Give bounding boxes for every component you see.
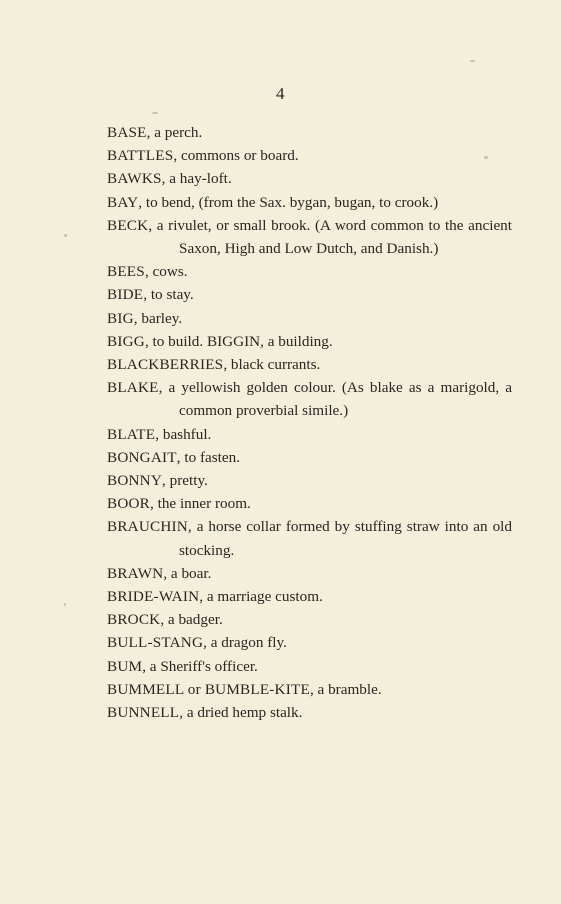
entry-headword: BAY bbox=[107, 193, 139, 211]
entry-definition: , pretty. bbox=[162, 472, 208, 490]
paper-speck bbox=[64, 234, 67, 237]
entry-definition: , a horse collar formed by stuffing straw into an old stocking. bbox=[179, 518, 512, 559]
glossary-entry bbox=[107, 376, 512, 422]
glossary-entry bbox=[107, 423, 512, 446]
entry-headword: BONGAIT bbox=[107, 448, 177, 466]
glossary-entry bbox=[107, 446, 512, 469]
page-number: 4 bbox=[276, 84, 285, 103]
entry-headword: BULL-STANG bbox=[107, 634, 204, 652]
entry-headword: BAWKS bbox=[107, 170, 162, 188]
entry-definition: , to bend, (from the Sax. bygan, bugan, to crook.) bbox=[138, 193, 439, 211]
entry-headword: BIDE bbox=[107, 286, 144, 304]
entry-headword: BLAKE bbox=[107, 379, 159, 397]
glossary-entry bbox=[107, 191, 512, 214]
entry-definition: , a boar. bbox=[163, 564, 212, 582]
entry-headword: BECK bbox=[107, 216, 149, 234]
paper-speck bbox=[64, 603, 66, 606]
entry-headword: BIG bbox=[107, 309, 134, 327]
entry-definition: , a bramble. bbox=[309, 680, 382, 698]
entry-headword: BASE bbox=[107, 124, 147, 141]
glossary-entry bbox=[107, 167, 512, 190]
glossary-entry bbox=[107, 144, 512, 167]
glossary-entries bbox=[107, 121, 512, 724]
entry-definition: , commons or board. bbox=[173, 147, 299, 165]
entry-headword: BUNNELL bbox=[107, 704, 180, 722]
entry-headword: BATTLES bbox=[107, 147, 174, 165]
entry-headword: BUM bbox=[107, 657, 143, 675]
entry-definition: , to build. BIGGIN, a building. bbox=[144, 332, 333, 350]
entry-headword: BRAWN bbox=[107, 564, 164, 582]
paper-speck bbox=[152, 112, 158, 114]
paper-speck bbox=[470, 60, 475, 62]
entry-headword: BIGG bbox=[107, 332, 145, 350]
glossary-entry bbox=[107, 701, 512, 724]
entry-headword: BUMMELL or BUMBLE-KITE bbox=[107, 680, 310, 698]
entry-definition: , black currants. bbox=[223, 356, 321, 374]
entry-headword: BLATE bbox=[107, 425, 156, 443]
glossary-entry bbox=[107, 631, 512, 654]
glossary-entry bbox=[107, 608, 512, 631]
glossary-entry bbox=[107, 121, 512, 144]
glossary-entry bbox=[107, 214, 512, 260]
entry-definition: , to fasten. bbox=[176, 448, 241, 466]
glossary-entry bbox=[107, 260, 512, 283]
glossary-entry bbox=[107, 353, 512, 376]
glossary-entry bbox=[107, 515, 512, 561]
entry-definition: , a Sheriff's officer. bbox=[142, 657, 258, 675]
entry-definition: , a marriage custom. bbox=[199, 588, 323, 606]
entry-headword: BRIDE-WAIN bbox=[107, 588, 200, 606]
entry-definition: , barley. bbox=[133, 309, 183, 327]
entry-definition: , a dried hemp stalk. bbox=[179, 704, 303, 722]
glossary-entry bbox=[107, 655, 512, 678]
entry-definition: , a badger. bbox=[160, 611, 223, 629]
entry-headword: BRAUCHIN bbox=[107, 518, 188, 536]
entry-headword: BLACKBERRIES bbox=[107, 356, 224, 374]
entry-definition: , bashful. bbox=[155, 425, 212, 443]
entry-definition: , to stay. bbox=[143, 286, 194, 304]
glossary-entry bbox=[107, 562, 512, 585]
entry-headword: BONNY bbox=[107, 472, 163, 490]
entry-definition: , the inner room. bbox=[150, 495, 251, 513]
entry-definition: , a rivulet, or small brook. (A word common to the ancient Saxon, High and Low Dutch, and Danish.) bbox=[148, 216, 512, 258]
entry-headword: BROCK bbox=[107, 611, 161, 629]
entry-definition: , a perch. bbox=[146, 124, 203, 141]
glossary-entry bbox=[107, 283, 512, 306]
glossary-entry bbox=[107, 307, 512, 330]
entry-definition: , cows. bbox=[144, 263, 188, 281]
entry-definition: , a dragon fly. bbox=[203, 634, 287, 652]
glossary-entry bbox=[107, 469, 512, 492]
glossary-entry bbox=[107, 678, 512, 701]
glossary-entry bbox=[107, 492, 512, 515]
glossary-entry bbox=[107, 585, 512, 608]
entry-headword: BEES bbox=[107, 263, 145, 281]
glossary-entry bbox=[107, 330, 512, 353]
entry-definition: , a hay-loft. bbox=[161, 170, 232, 188]
entry-headword: BOOR bbox=[107, 495, 150, 513]
entry-definition: , a yellowish golden colour. (As blake as a marigold, a common proverbial simile.) bbox=[158, 379, 512, 420]
